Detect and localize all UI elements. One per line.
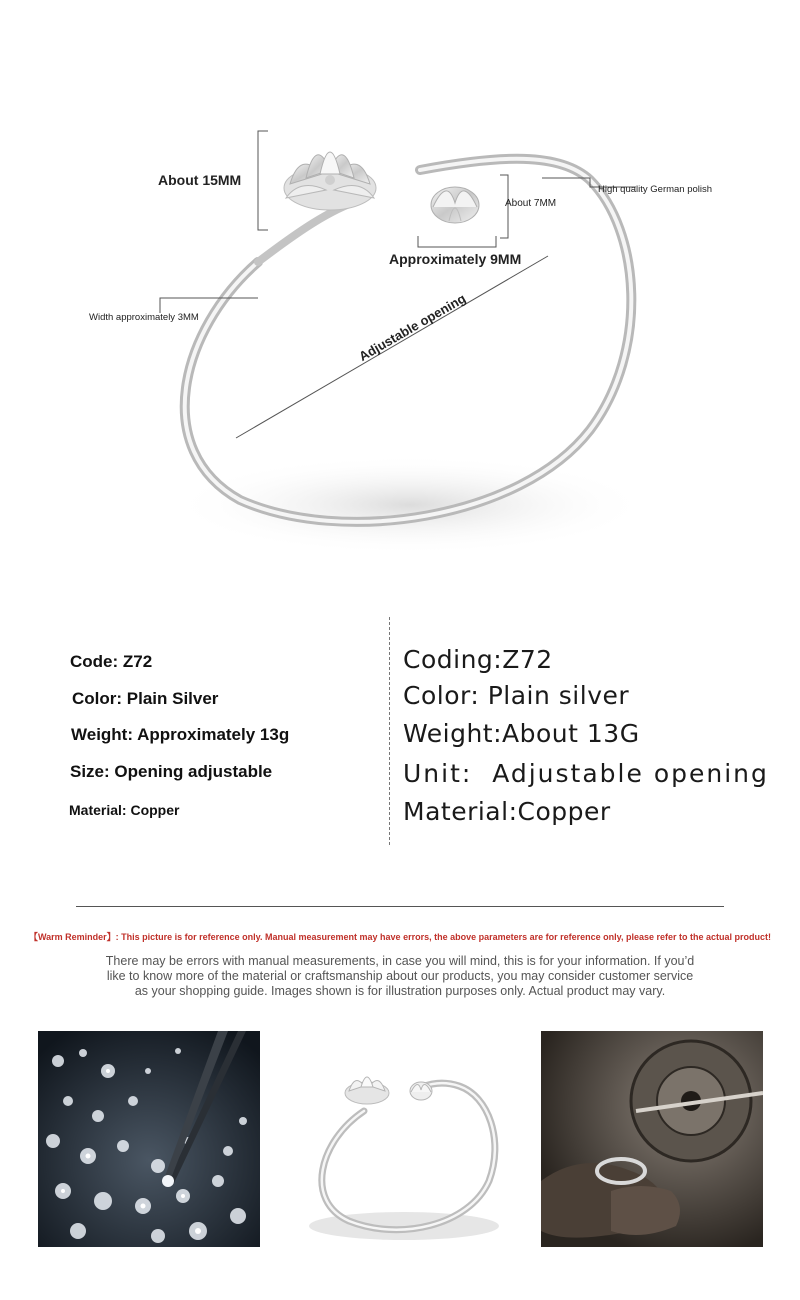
lotus-bud-icon-small [410, 1082, 432, 1100]
spec-weight: Weight: Approximately 13g [71, 725, 290, 744]
craftsmanship-image [541, 1031, 763, 1247]
label-approx-9mm: Approximately 9MM [389, 251, 522, 267]
photo-craftsmanship [541, 1031, 763, 1247]
spec-size: Size: Opening adjustable [70, 762, 273, 781]
spec-code: Code: Z72 [70, 652, 153, 671]
label-about-15mm: About 15MM [158, 172, 242, 188]
photo-bracelet [289, 1031, 511, 1247]
warm-reminder: 【Warm Reminder】: This picture is for reference only. Manual measurement may have errors, the above parameters are for reference only, please refer to the actual product! [28, 932, 772, 942]
disclaimer-text: There may be errors with manual measurements, in case you will mind, this is for your information. If you’d like to know more of the material or craftsmanship about our products, you may consider customer service as your shopping guide. Images shown is for illustration purposes only. Actual product may vary. [105, 954, 695, 998]
bracelet-thumbnail [289, 1031, 511, 1247]
lotus-flower-icon [284, 152, 376, 210]
spec-material-en: Material:Copper [403, 797, 611, 826]
spec-unit: Unit: Adjustable opening [403, 759, 769, 788]
label-width-3mm: Width approximately 3MM [89, 312, 199, 323]
spec-color-en: Color: Plain silver [403, 681, 630, 710]
lotus-flower-icon-small [345, 1077, 389, 1104]
horizontal-divider [76, 906, 724, 907]
photo-crystals [38, 1031, 260, 1247]
lotus-bud-icon [431, 187, 479, 223]
vertical-divider [389, 617, 390, 845]
spec-color: Color: Plain Silver [72, 689, 219, 708]
label-adjustable-opening: Adjustable opening [356, 290, 469, 364]
label-about-7mm: About 7MM [505, 198, 557, 209]
spec-coding: Coding:Z72 [403, 645, 553, 674]
bracelet-diagram [0, 0, 800, 600]
spec-material: Material: Copper [69, 802, 180, 818]
label-german-polish: High quality German polish [598, 184, 713, 195]
spec-weight-en: Weight:About 13G [403, 719, 640, 748]
crystals-image [38, 1031, 260, 1247]
